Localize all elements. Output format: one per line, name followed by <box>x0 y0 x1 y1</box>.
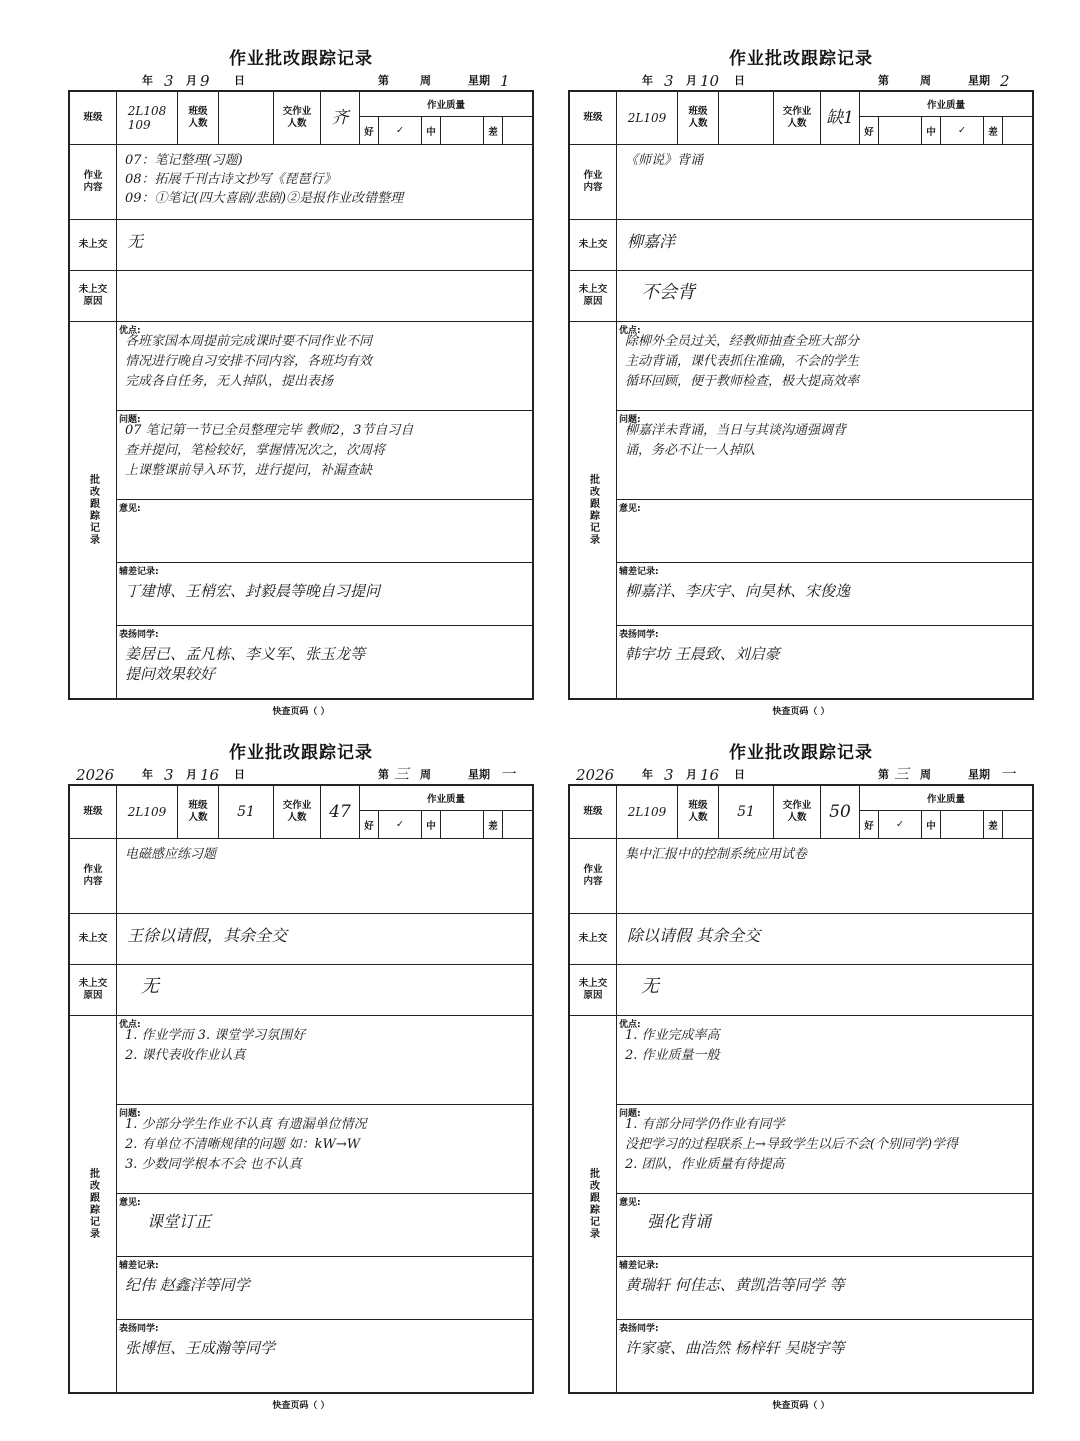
month-value: 3 <box>164 766 174 784</box>
page-code-label: 快查页码（ ） <box>272 707 330 717</box>
tutoring-box <box>617 563 1032 626</box>
class-label: 班级 <box>570 92 617 144</box>
month-label: 月 <box>186 74 197 87</box>
form-table <box>568 91 1034 700</box>
day-value: 16 <box>200 766 220 784</box>
review-subsections <box>617 1016 1032 1392</box>
opinion-box <box>617 1194 1032 1257</box>
year-value: 2026 <box>576 766 615 784</box>
quality-label: 作业质量 <box>360 92 532 117</box>
good-check: ✓ <box>879 811 922 838</box>
homework-tracking-form-4 <box>568 742 1034 1410</box>
class-info-row <box>70 92 532 145</box>
opinion-text <box>117 500 532 518</box>
class-size-value <box>719 92 774 144</box>
missing-label: 未上交 <box>70 220 117 270</box>
submitted-value: 缺1 <box>821 92 860 144</box>
class-size-label: 班级 人数 <box>678 786 719 838</box>
tutoring-box <box>617 1257 1032 1320</box>
medium-check <box>441 811 484 838</box>
problems-text: 1. 少部分学生作业不认真 有遗漏单位情况 2. 有单位不清晰规律的问题 如：kW→W 3. 少数同学根本不会 也不认真 <box>125 1117 367 1172</box>
day-label: 日 <box>734 74 745 87</box>
poor-label: 差 <box>484 811 503 838</box>
opinion-text: 强化背诵 <box>647 1212 712 1231</box>
strengths-label: 优点: <box>619 1020 641 1030</box>
opinion-text: 课堂订正 <box>147 1212 212 1231</box>
weekday-label: 星期 <box>468 768 490 781</box>
tutoring-text: 丁建博、王梢宏、封毅晨等晚自习提问 <box>125 582 381 600</box>
class-info-row <box>70 786 532 839</box>
weekday-value: 2 <box>1000 72 1010 90</box>
strengths-label: 优点: <box>619 326 641 336</box>
month-label: 月 <box>686 768 697 781</box>
review-label: 批改跟踪记录 <box>570 1016 617 1392</box>
submitted-value: 47 <box>321 786 360 838</box>
problems-label: 问题: <box>119 415 141 425</box>
good-label: 好 <box>860 117 879 144</box>
missing-value: 柳嘉洋 <box>627 232 676 251</box>
homework-tracking-form-3 <box>68 742 534 1410</box>
poor-label: 差 <box>984 117 1003 144</box>
class-value: 2L109 <box>617 786 678 838</box>
class-size-label: 班级 人数 <box>678 92 719 144</box>
month-label: 月 <box>686 74 697 87</box>
year-label: 年 <box>142 768 153 781</box>
class-size-value: 51 <box>719 786 774 838</box>
week-label: 周 <box>920 768 931 781</box>
submitted-label: 交作业 人数 <box>774 92 821 144</box>
praise-box <box>617 1320 1032 1392</box>
quality-box <box>860 786 1032 838</box>
week-label: 周 <box>420 768 431 781</box>
good-check <box>879 117 922 144</box>
class-label: 班级 <box>70 92 117 144</box>
weekday-value: 1 <box>500 72 510 90</box>
tutoring-box <box>117 1257 532 1320</box>
review-section <box>570 1016 1032 1392</box>
strengths-box <box>617 1016 1032 1105</box>
year-label: 年 <box>642 768 653 781</box>
class-label: 班级 <box>570 786 617 838</box>
problems-text: 1. 有部分同学仍作业有同学 没把学习的过程联系上→导致学生以后不会(个别同学)学得 2. 团队，作业质量有待提高 <box>625 1117 959 1172</box>
poor-check <box>1003 117 1032 144</box>
review-label: 批改跟踪记录 <box>70 322 117 698</box>
class-info-row <box>570 92 1032 145</box>
quality-box <box>360 92 532 144</box>
week-prefix-label: 第 <box>378 768 389 781</box>
problems-box <box>117 411 532 500</box>
class-value: 2L108 109 <box>117 92 178 144</box>
missing-value: 无 <box>127 232 144 251</box>
reason-label: 未上交 原因 <box>70 271 117 321</box>
content-label: 作业 内容 <box>570 145 617 219</box>
poor-check <box>503 117 532 144</box>
tutoring-text: 黄瑞轩 何佳志、黄凯浩等同学 等 <box>625 1276 845 1294</box>
reason-value: 不会背 <box>641 282 695 303</box>
weekday-label: 星期 <box>968 74 990 87</box>
content-label: 作业 内容 <box>570 839 617 913</box>
good-label: 好 <box>360 811 379 838</box>
content-value: 电磁感应练习题 <box>125 847 217 862</box>
opinion-label: 意见: <box>119 1198 141 1208</box>
reason-value: 无 <box>641 976 659 997</box>
missing-label: 未上交 <box>70 914 117 964</box>
tutoring-label: 辅差记录: <box>619 567 659 577</box>
opinion-label: 意见: <box>119 504 141 514</box>
week-value: 三 <box>394 765 410 783</box>
missing-row <box>70 220 532 271</box>
missing-label: 未上交 <box>570 914 617 964</box>
date-line <box>68 764 534 785</box>
page-code-label: 快查页码（ ） <box>272 1401 330 1411</box>
day-label: 日 <box>234 768 245 781</box>
praise-box <box>117 1320 532 1392</box>
year-label: 年 <box>642 74 653 87</box>
medium-label: 中 <box>922 811 941 838</box>
content-label: 作业 内容 <box>70 839 117 913</box>
submitted-label: 交作业 人数 <box>274 92 321 144</box>
content-value: 07：笔记整理(习题) 08：拓展千刊古诗文抄写《琵琶行》 09：①笔记(四大喜剧/悲剧)②是报作业改错整理 <box>125 153 404 206</box>
tutoring-label: 辅差记录: <box>619 1261 659 1271</box>
problems-label: 问题: <box>619 415 641 425</box>
content-row <box>570 145 1032 220</box>
tutoring-label: 辅差记录: <box>119 567 159 577</box>
form-table <box>568 785 1034 1394</box>
reason-label: 未上交 原因 <box>570 965 617 1015</box>
day-label: 日 <box>234 74 245 87</box>
praise-label: 表扬同学: <box>619 630 659 640</box>
review-section <box>70 322 532 698</box>
praise-label: 表扬同学: <box>119 630 159 640</box>
week-value: 三 <box>894 765 910 783</box>
missing-label: 未上交 <box>570 220 617 270</box>
reason-label: 未上交 原因 <box>570 271 617 321</box>
reason-row <box>70 965 532 1016</box>
strengths-label: 优点: <box>119 1020 141 1030</box>
poor-check <box>503 811 532 838</box>
week-label: 周 <box>420 74 431 87</box>
strengths-text: 除柳外全员过关，经教师抽查全班大部分 主动背诵，课代表抓住准确，不会的学生 循环回顾，便于教师检查，极大提高效率 <box>625 334 860 389</box>
page-code-label: 快查页码（ ） <box>772 707 830 717</box>
date-line <box>568 764 1034 785</box>
quality-options <box>860 117 1032 144</box>
opinion-text <box>617 500 1032 518</box>
reason-row <box>70 271 532 322</box>
content-row <box>70 839 532 914</box>
strengths-label: 优点: <box>119 326 141 336</box>
tutoring-text: 纪伟 赵鑫洋等同学 <box>125 1276 250 1294</box>
strengths-text: 1. 作业完成率高 2. 作业质量一般 <box>625 1028 720 1063</box>
quality-options <box>360 117 532 144</box>
date-line <box>68 70 534 91</box>
praise-text: 张博恒、王成瀚等同学 <box>125 1339 276 1357</box>
good-check: ✓ <box>379 811 422 838</box>
problems-text: 柳嘉洋未背诵，当日与其谈沟通强调背 诵，务必不让一人掉队 <box>625 423 847 458</box>
medium-label: 中 <box>422 811 441 838</box>
homework-tracking-form-2 <box>568 48 1034 716</box>
problems-label: 问题: <box>119 1109 141 1119</box>
day-label: 日 <box>734 768 745 781</box>
praise-label: 表扬同学: <box>119 1324 159 1334</box>
poor-check <box>1003 811 1032 838</box>
form-table <box>68 91 534 700</box>
week-label: 周 <box>920 74 931 87</box>
opinion-box <box>117 500 532 563</box>
class-size-value: 51 <box>219 786 274 838</box>
reason-value <box>117 271 532 321</box>
opinion-label: 意见: <box>619 504 641 514</box>
strengths-text: 1. 作业学而 3. 课堂学习氛围好 2. 课代表收作业认真 <box>125 1028 306 1063</box>
week-prefix-label: 第 <box>378 74 389 87</box>
missing-row <box>570 220 1032 271</box>
form-title: 作业批改跟踪记录 <box>229 49 373 69</box>
tutoring-text: 柳嘉洋、李庆宇、向昊林、宋俊逸 <box>625 582 851 600</box>
class-value: 2L109 <box>117 786 178 838</box>
quality-options <box>860 811 1032 838</box>
problems-text: 07 笔记第一节已全员整理完毕 教师2，3节自习自 查并提问，笔检较好，掌握情况次之，次周将 上课整课前导入环节，进行提问，补漏查缺 <box>125 423 414 478</box>
good-check: ✓ <box>379 117 422 144</box>
content-label: 作业 内容 <box>70 145 117 219</box>
class-info-row <box>570 786 1032 839</box>
form-title: 作业批改跟踪记录 <box>729 49 873 69</box>
strengths-box <box>117 322 532 411</box>
quality-label: 作业质量 <box>360 786 532 811</box>
submitted-value: 50 <box>821 786 860 838</box>
review-subsections <box>117 1016 532 1392</box>
class-label: 班级 <box>70 786 117 838</box>
class-value: 2L109 <box>617 92 678 144</box>
review-subsections <box>117 322 532 698</box>
praise-label: 表扬同学: <box>619 1324 659 1334</box>
class-size-label: 班级 人数 <box>178 92 219 144</box>
tutoring-label: 辅差记录: <box>119 1261 159 1271</box>
content-row <box>70 145 532 220</box>
week-prefix-label: 第 <box>878 768 889 781</box>
medium-check: ✓ <box>941 117 984 144</box>
missing-row <box>570 914 1032 965</box>
weekday-label: 星期 <box>968 768 990 781</box>
quality-label: 作业质量 <box>860 92 1032 117</box>
month-label: 月 <box>186 768 197 781</box>
form-title: 作业批改跟踪记录 <box>729 743 873 763</box>
strengths-text: 各班家国本周提前完成课时要不同作业不同 情况进行晚自习安排不同内容，各班均有效 完成各自任务，无人掉队，提出表扬 <box>125 334 373 389</box>
weekday-value: 一 <box>1000 765 1016 783</box>
problems-box <box>617 1105 1032 1194</box>
day-value: 9 <box>200 72 210 90</box>
missing-value: 王徐以请假，其余全交 <box>127 926 288 945</box>
medium-label: 中 <box>422 117 441 144</box>
praise-text: 韩宇坊 王晨致、刘启豪 <box>625 645 780 663</box>
day-value: 10 <box>700 72 720 90</box>
strengths-box <box>617 322 1032 411</box>
poor-label: 差 <box>484 117 503 144</box>
medium-check <box>441 117 484 144</box>
opinion-box <box>117 1194 532 1257</box>
week-prefix-label: 第 <box>878 74 889 87</box>
month-value: 3 <box>664 72 674 90</box>
missing-row <box>70 914 532 965</box>
praise-text: 姜居已、孟凡栋、李义军、张玉龙等 提问效果较好 <box>125 645 366 683</box>
review-label: 批改跟踪记录 <box>570 322 617 698</box>
missing-value: 除以请假 其余全交 <box>627 926 761 945</box>
submitted-value: 齐 <box>321 92 360 144</box>
reason-row <box>570 271 1032 322</box>
good-label: 好 <box>860 811 879 838</box>
submitted-label: 交作业 人数 <box>274 786 321 838</box>
strengths-box <box>117 1016 532 1105</box>
problems-box <box>117 1105 532 1194</box>
review-section <box>70 1016 532 1392</box>
weekday-label: 星期 <box>468 74 490 87</box>
submitted-label: 交作业 人数 <box>774 786 821 838</box>
tutoring-box <box>117 563 532 626</box>
poor-label: 差 <box>984 811 1003 838</box>
quality-label: 作业质量 <box>860 786 1032 811</box>
praise-text: 许家豪、曲浩然 杨梓轩 吴晓宇等 <box>625 1339 845 1357</box>
weekday-value: 一 <box>500 765 516 783</box>
praise-box <box>617 626 1032 698</box>
quality-box <box>860 92 1032 144</box>
opinion-box <box>617 500 1032 563</box>
review-section <box>570 322 1032 698</box>
opinion-label: 意见: <box>619 1198 641 1208</box>
reason-value: 无 <box>141 976 159 997</box>
day-value: 16 <box>700 766 720 784</box>
review-label: 批改跟踪记录 <box>70 1016 117 1392</box>
problems-label: 问题: <box>619 1109 641 1119</box>
good-label: 好 <box>360 117 379 144</box>
month-value: 3 <box>664 766 674 784</box>
class-size-value <box>219 92 274 144</box>
content-row <box>570 839 1032 914</box>
quality-box <box>360 786 532 838</box>
homework-tracking-form-1 <box>68 48 534 716</box>
date-line <box>568 70 1034 91</box>
problems-box <box>617 411 1032 500</box>
class-size-label: 班级 人数 <box>178 786 219 838</box>
reason-label: 未上交 原因 <box>70 965 117 1015</box>
quality-options <box>360 811 532 838</box>
page-code-label: 快查页码（ ） <box>772 1401 830 1411</box>
medium-label: 中 <box>922 117 941 144</box>
medium-check <box>941 811 984 838</box>
content-value: 《师说》背诵 <box>625 153 704 168</box>
year-value: 2026 <box>76 766 115 784</box>
content-value: 集中汇报中的控制系统应用试卷 <box>625 847 808 862</box>
form-title: 作业批改跟踪记录 <box>229 743 373 763</box>
reason-row <box>570 965 1032 1016</box>
month-value: 3 <box>164 72 174 90</box>
form-table <box>68 785 534 1394</box>
praise-box <box>117 626 532 698</box>
review-subsections <box>617 322 1032 698</box>
year-label: 年 <box>142 74 153 87</box>
